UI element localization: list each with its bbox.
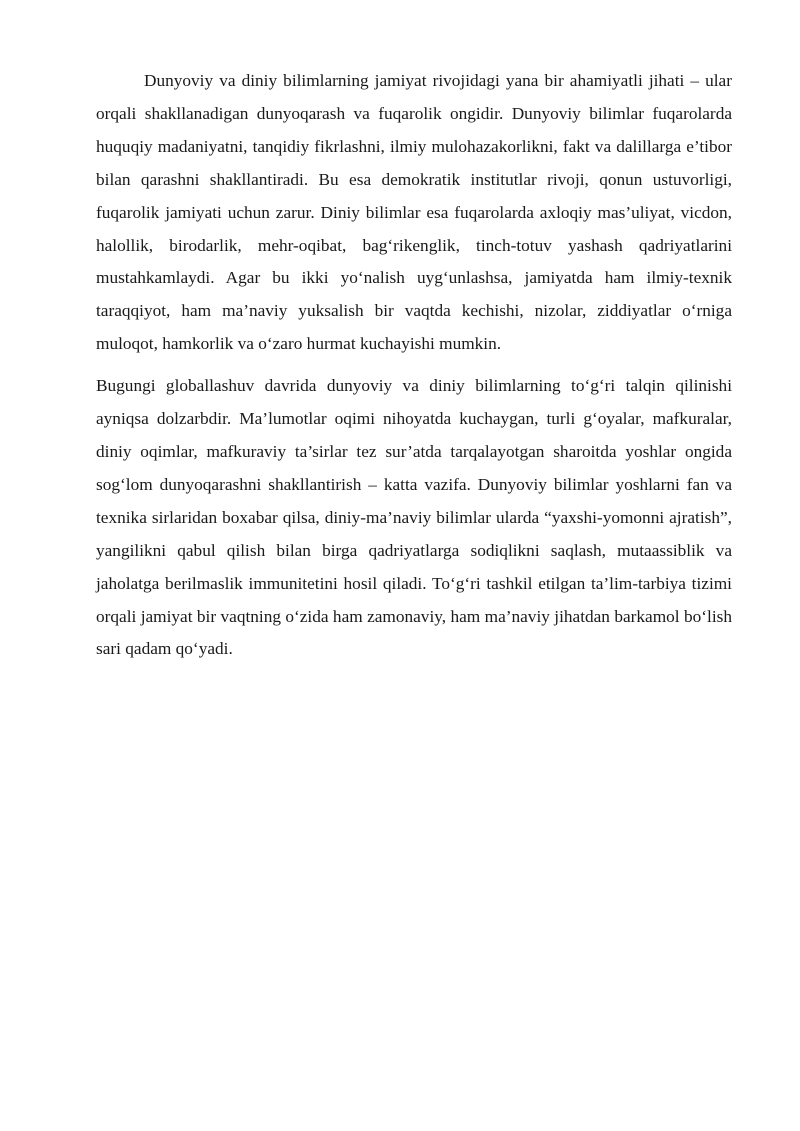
paragraph-1: Dunyoviy va diniy bilimlarning jamiyat rivojidagi yana bir ahamiyatli jihati – ular orqali shakllanadigan dunyoqarash va fuqarolik ongidir. Dunyoviy bilimlar fuqarolarda huquqiy madaniyatni, tanqidiy fikrlashni, ilmiy mulohazakorlikni, fakt va dalillarga e’tibor bilan qarashni shakllantiradi. Bu esa demokratik institutlar rivoji, qonun ustuvorligi, fuqarolik jamiyati uchun zarur. Diniy bilimlar esa fuqarolarda axloqiy mas’uliyat, vicdon, halollik, birodarlik, mehr-oqibat, bag‘rikenglik, tinch-totuv yashash qadriyatlarini mustahkamlaydi. Agar bu ikki yo‘nalish uyg‘unlashsa, jamiyatda ham ilmiy-texnik taraqqiyot, ham ma’naviy yuksalish bir vaqtda kechishi, nizolar, ziddiyatlar o‘rniga muloqot, hamkorlik va o‘zaro hurmat kuchayishi mumkin. <box>96 71 732 354</box>
paragraph-2: Bugungi globallashuv davrida dunyoviy va diniy bilimlarning to‘g‘ri talqin qilinishi ayniqsa dolzarbdir. Ma’lumotlar oqimi nihoyatda kuchaygan, turli g‘oyalar, mafkuralar, diniy oqimlar, mafkuraviy ta’sirlar tez sur’atda tarqalayotgan sharoitda yoshlar ongida sog‘lom dunyoqarashni shakllantirish – katta vazifa. Dunyoviy bilimlar yoshlarni fan va texnika sirlaridan boxabar qilsa, diniy-ma’naviy bilimlar ularda “yaxshi-yomonni ajratish”, yangilikni qabul qilish bilan birga qadriyatlarga sodiqlikni saqlash, mutaassiblik va jaholatga berilmaslik immunitetini hosil qiladi. To‘g‘ri tashkil etilgan ta’lim-tarbiya tizimi orqali jamiyat bir vaqtning o‘zida ham zamonaviy, ham ma’naviy jihatdan barkamol bo‘lish sari qadam qo‘yadi. <box>96 376 732 659</box>
document-body <box>96 65 732 666</box>
